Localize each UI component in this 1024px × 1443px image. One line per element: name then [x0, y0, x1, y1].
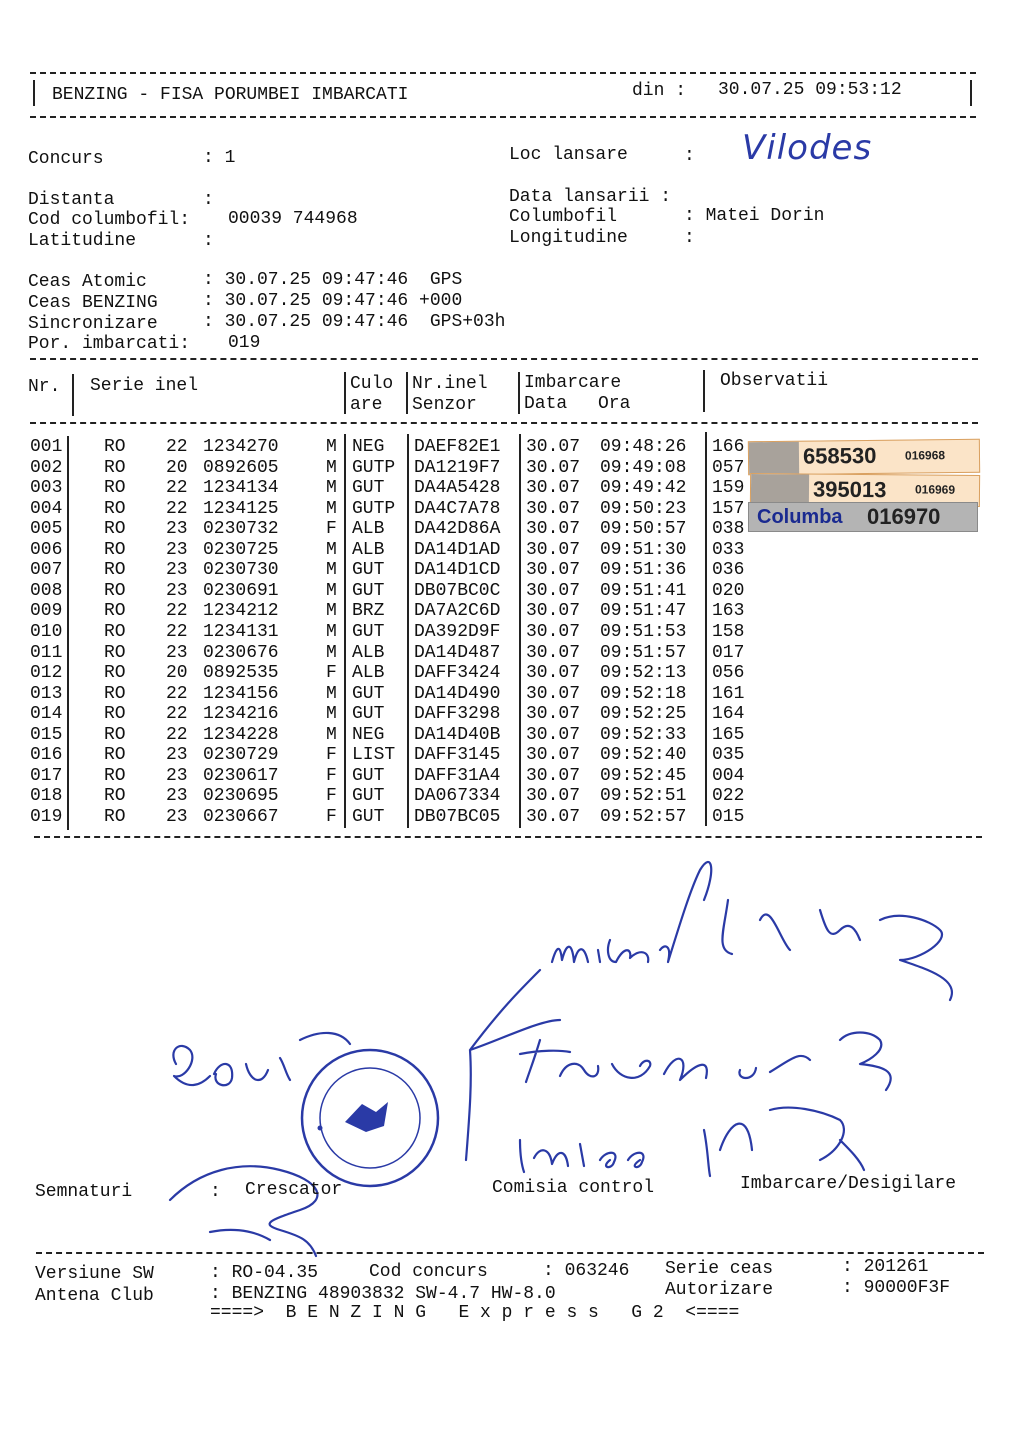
col-senzor-header-1: Nr.inel [412, 374, 488, 394]
row-culoare: GUT [352, 806, 385, 827]
row-tara: RO [104, 498, 126, 519]
row-data: 30.07 [526, 437, 581, 457]
row-senzor: DA14D40B [414, 724, 501, 745]
row-observatii: 022 [712, 786, 745, 807]
row-sex: M [326, 683, 337, 704]
antena-club-label: Antena Club [35, 1286, 154, 1306]
row-sex: F [326, 806, 337, 827]
row-inel: 0892605 [203, 457, 279, 478]
autorizare-label: Autorizare [665, 1280, 774, 1300]
print-datetime: 30.07.25 09:53:12 [718, 80, 902, 100]
row-inel: 1234156 [203, 683, 279, 704]
sincronizare-label: Sincronizare [28, 314, 158, 334]
row-an: 20 [166, 663, 188, 684]
semnaturi-sep: : [210, 1182, 221, 1202]
versiune-sw-value: : RO-04.35 [210, 1263, 319, 1283]
row-data: 30.07 [526, 580, 581, 601]
col-culoare-header-1: Culo [350, 374, 394, 394]
longitudine-label: Longitudine [509, 228, 628, 248]
signature-commission-2 [520, 1033, 891, 1091]
row-culoare: GUTP [352, 498, 396, 519]
row-nr: 013 [30, 683, 63, 704]
row-ora: 09:52:45 [600, 765, 687, 786]
distanta-value: : [203, 190, 214, 210]
row-nr: 001 [30, 437, 63, 457]
row-sex: M [326, 457, 337, 478]
por-imbarcati-value: 019 [228, 333, 261, 353]
row-senzor: DA14D1AD [414, 539, 501, 560]
seal-code: 016968 [904, 448, 946, 463]
col-culoare-header-2: are [350, 395, 383, 415]
row-an: 22 [166, 437, 188, 457]
row-culoare: GUT [352, 704, 385, 725]
row-observatii: 017 [712, 642, 745, 663]
row-ora: 09:52:25 [600, 704, 687, 725]
row-observatii: 157 [712, 498, 745, 519]
row-nr: 006 [30, 539, 63, 560]
row-data: 30.07 [526, 786, 581, 807]
signature-arrow [466, 970, 560, 1160]
row-ora: 09:51:47 [600, 601, 687, 622]
seal-number: 658530 [802, 442, 877, 469]
row-ora: 09:52:13 [600, 663, 687, 684]
row-senzor: DA7A2C6D [414, 601, 501, 622]
row-senzor: DA4C7A78 [414, 498, 501, 519]
row-culoare: GUT [352, 560, 385, 581]
data-lansarii-label: Data lansarii : [509, 187, 672, 207]
row-senzor: DA067334 [414, 786, 501, 807]
row-inel: 1234131 [203, 621, 279, 642]
row-senzor: DA4A5428 [414, 478, 501, 499]
col-serie-header: Serie inel [90, 376, 199, 396]
row-sex: M [326, 601, 337, 622]
distanta-label: Distanta [28, 190, 115, 210]
versiune-sw-label: Versiune SW [35, 1264, 154, 1284]
row-tara: RO [104, 539, 126, 560]
row-sex: M [326, 704, 337, 725]
row-senzor: DAFF3298 [414, 704, 501, 725]
row-nr: 018 [30, 786, 63, 807]
row-nr: 005 [30, 519, 63, 540]
row-inel: 0230732 [203, 519, 279, 540]
columbofil-value: : Matei Dorin [684, 206, 825, 226]
seal-brand: Columba [757, 506, 843, 528]
cod-columbofil-label: Cod columbofil: [28, 210, 191, 230]
row-culoare: NEG [352, 724, 385, 745]
row-inel: 1234228 [203, 724, 279, 745]
row-nr: 014 [30, 704, 63, 725]
row-inel: 1234212 [203, 601, 279, 622]
row-nr: 012 [30, 663, 63, 684]
document-title: BENZING - FISA PORUMBEI IMBARCATI [52, 85, 409, 105]
loc-lansare-handwritten: Vilodes [742, 128, 873, 168]
row-inel: 0230725 [203, 539, 279, 560]
row-observatii: 033 [712, 539, 745, 560]
row-sex: F [326, 519, 337, 540]
row-inel: 0230617 [203, 765, 279, 786]
concurs-value: : 1 [203, 148, 236, 168]
col-nr-header: Nr. [28, 377, 61, 397]
row-sex: M [326, 642, 337, 663]
loc-lansare-sep: : [684, 146, 695, 166]
row-ora: 09:52:57 [600, 806, 687, 827]
autorizare-value: : 90000F3F [842, 1278, 951, 1298]
row-nr: 016 [30, 745, 63, 766]
row-ora: 09:51:57 [600, 642, 687, 663]
row-observatii: 166 [712, 437, 745, 457]
row-culoare: BRZ [352, 601, 385, 622]
row-observatii: 020 [712, 580, 745, 601]
row-observatii: 004 [712, 765, 745, 786]
row-sex: M [326, 498, 337, 519]
row-data: 30.07 [526, 683, 581, 704]
row-tara: RO [104, 621, 126, 642]
row-data: 30.07 [526, 478, 581, 499]
row-data: 30.07 [526, 601, 581, 622]
row-sex: F [326, 745, 337, 766]
row-an: 22 [166, 704, 188, 725]
row-ora: 09:50:57 [600, 519, 687, 540]
ceas-benzing-value: : 30.07.25 09:47:46 +000 [203, 291, 463, 311]
row-senzor: DA14D1CD [414, 560, 501, 581]
row-tara: RO [104, 601, 126, 622]
row-an: 22 [166, 601, 188, 622]
row-observatii: 035 [712, 745, 745, 766]
sincronizare-value: : 30.07.25 09:47:46 GPS+03h [203, 312, 506, 332]
row-an: 23 [166, 519, 188, 540]
ceas-atomic-label: Ceas Atomic [28, 272, 147, 292]
col-ora-header: Ora [598, 394, 631, 414]
row-nr: 007 [30, 560, 63, 581]
row-sex: F [326, 663, 337, 684]
row-culoare: GUT [352, 765, 385, 786]
row-tara: RO [104, 765, 126, 786]
row-tara: RO [104, 437, 126, 457]
row-observatii: 161 [712, 683, 745, 704]
row-tara: RO [104, 724, 126, 745]
signature-commission-3 [520, 1108, 864, 1176]
cod-concurs-label: Cod concurs [369, 1262, 488, 1282]
row-nr: 017 [30, 765, 63, 786]
columbofil-label: Columbofil [509, 207, 618, 227]
row-data: 30.07 [526, 498, 581, 519]
col-senzor-header-2: Senzor [412, 395, 477, 415]
row-tara: RO [104, 663, 126, 684]
row-ora: 09:50:23 [600, 498, 687, 519]
row-senzor: DA42D86A [414, 519, 501, 540]
row-observatii: 056 [712, 663, 745, 684]
row-an: 22 [166, 498, 188, 519]
comisia-control-label: Comisia control [492, 1178, 655, 1198]
loc-lansare-label: Loc lansare [509, 145, 628, 165]
latitudine-label: Latitudine [28, 231, 137, 251]
row-observatii: 015 [712, 806, 745, 827]
row-culoare: LIST [352, 745, 396, 766]
row-an: 23 [166, 786, 188, 807]
row-ora: 09:52:33 [600, 724, 687, 745]
benzing-express-banner: ====> B E N Z I N G E x p r e s s G 2 <==== [210, 1303, 740, 1323]
row-observatii: 038 [712, 519, 745, 540]
row-senzor: DA1219F7 [414, 457, 501, 478]
row-sex: M [326, 437, 337, 457]
antena-club-value: : BENZING 48903832 SW-4.7 HW-8.0 [210, 1284, 556, 1304]
longitudine-value: : [684, 228, 695, 248]
row-inel: 1234270 [203, 437, 279, 457]
semnaturi-label: Semnaturi [35, 1182, 133, 1202]
row-tara: RO [104, 457, 126, 478]
col-imbarcare-header: Imbarcare [524, 373, 622, 393]
seal-code: 016969 [914, 482, 956, 497]
row-senzor: DA14D490 [414, 683, 501, 704]
imbarcare-desigilare-label: Imbarcare/Desigilare [740, 1174, 957, 1194]
row-ora: 09:51:53 [600, 621, 687, 642]
date-label: din : [632, 81, 687, 101]
row-data: 30.07 [526, 704, 581, 725]
row-tara: RO [104, 683, 126, 704]
row-an: 23 [166, 745, 188, 766]
seal-number: 395013 [812, 476, 887, 503]
row-ora: 09:49:08 [600, 457, 687, 478]
row-nr: 002 [30, 457, 63, 478]
row-senzor: DA14D487 [414, 642, 501, 663]
row-ora: 09:52:51 [600, 786, 687, 807]
row-inel: 0230667 [203, 806, 279, 827]
row-inel: 0892535 [203, 663, 279, 684]
row-inel: 0230676 [203, 642, 279, 663]
row-sex: F [326, 786, 337, 807]
row-data: 30.07 [526, 663, 581, 684]
row-tara: RO [104, 519, 126, 540]
por-imbarcati-label: Por. imbarcati: [28, 334, 191, 354]
row-observatii: 163 [712, 601, 745, 622]
cod-concurs-value: : 063246 [543, 1261, 630, 1281]
row-nr: 010 [30, 621, 63, 642]
row-ora: 09:52:18 [600, 683, 687, 704]
col-observatii-header: Observatii [720, 371, 829, 391]
row-an: 22 [166, 683, 188, 704]
row-culoare: ALB [352, 642, 385, 663]
row-data: 30.07 [526, 724, 581, 745]
row-tara: RO [104, 806, 126, 827]
concurs-label: Concurs [28, 149, 104, 169]
row-inel: 1234216 [203, 704, 279, 725]
row-tara: RO [104, 560, 126, 581]
row-nr: 004 [30, 498, 63, 519]
row-inel: 0230695 [203, 786, 279, 807]
row-senzor: DB07BC0C [414, 580, 501, 601]
row-senzor: DA392D9F [414, 621, 501, 642]
row-ora: 09:51:30 [600, 539, 687, 560]
row-inel: 1234125 [203, 498, 279, 519]
row-an: 22 [166, 724, 188, 745]
row-ora: 09:52:40 [600, 745, 687, 766]
row-inel: 1234134 [203, 478, 279, 499]
cod-columbofil-value: 00039 744968 [228, 209, 358, 229]
footer-top-rule [36, 1252, 984, 1254]
row-data: 30.07 [526, 642, 581, 663]
row-inel: 0230729 [203, 745, 279, 766]
row-an: 20 [166, 457, 188, 478]
row-observatii: 057 [712, 457, 745, 478]
row-an: 23 [166, 539, 188, 560]
row-nr: 009 [30, 601, 63, 622]
row-culoare: GUTP [352, 457, 396, 478]
row-culoare: GUT [352, 478, 385, 499]
row-an: 22 [166, 621, 188, 642]
row-sex: M [326, 580, 337, 601]
row-culoare: GUT [352, 621, 385, 642]
row-nr: 011 [30, 642, 63, 663]
row-senzor: DAEF82E1 [414, 437, 501, 457]
seal-code: 016970 [867, 504, 941, 529]
signature-crescator-1 [173, 1033, 350, 1085]
row-nr: 019 [30, 806, 63, 827]
serie-ceas-value: : 201261 [842, 1257, 929, 1277]
row-tara: RO [104, 478, 126, 499]
row-data: 30.07 [526, 519, 581, 540]
row-senzor: DAFF31A4 [414, 765, 501, 786]
row-sex: M [326, 478, 337, 499]
row-observatii: 036 [712, 560, 745, 581]
ceas-benzing-label: Ceas BENZING [28, 293, 158, 313]
row-tara: RO [104, 786, 126, 807]
row-an: 23 [166, 806, 188, 827]
row-observatii: 158 [712, 621, 745, 642]
row-observatii: 159 [712, 478, 745, 499]
row-culoare: ALB [352, 663, 385, 684]
row-culoare: ALB [352, 519, 385, 540]
ceas-atomic-value: : 30.07.25 09:47:46 GPS [203, 270, 463, 290]
row-inel: 0230691 [203, 580, 279, 601]
row-data: 30.07 [526, 745, 581, 766]
row-tara: RO [104, 745, 126, 766]
row-senzor: DAFF3145 [414, 745, 501, 766]
crescator-label: Crescator [245, 1180, 343, 1200]
row-culoare: GUT [352, 786, 385, 807]
row-culoare: GUT [352, 683, 385, 704]
row-data: 30.07 [526, 765, 581, 786]
row-tara: RO [104, 704, 126, 725]
row-ora: 09:51:41 [600, 580, 687, 601]
row-observatii: 165 [712, 724, 745, 745]
row-ora: 09:49:42 [600, 478, 687, 499]
row-an: 23 [166, 765, 188, 786]
row-nr: 015 [30, 724, 63, 745]
row-culoare: GUT [352, 580, 385, 601]
row-sex: F [326, 765, 337, 786]
row-nr: 003 [30, 478, 63, 499]
row-inel: 0230730 [203, 560, 279, 581]
row-culoare: NEG [352, 437, 385, 457]
row-an: 23 [166, 560, 188, 581]
row-nr: 008 [30, 580, 63, 601]
row-ora: 09:48:26 [600, 437, 687, 457]
association-stamp [302, 1050, 438, 1186]
row-an: 23 [166, 580, 188, 601]
signature-commission-1 [552, 862, 952, 1000]
latitudine-value: : [203, 231, 214, 251]
row-ora: 09:51:36 [600, 560, 687, 581]
row-data: 30.07 [526, 621, 581, 642]
row-sex: M [326, 724, 337, 745]
row-data: 30.07 [526, 457, 581, 478]
row-data: 30.07 [526, 560, 581, 581]
row-tara: RO [104, 642, 126, 663]
row-senzor: DB07BC05 [414, 806, 501, 827]
row-sex: M [326, 621, 337, 642]
row-data: 30.07 [526, 539, 581, 560]
row-senzor: DAFF3424 [414, 663, 501, 684]
row-culoare: ALB [352, 539, 385, 560]
col-data-header: Data [524, 394, 568, 414]
row-tara: RO [104, 580, 126, 601]
row-sex: M [326, 560, 337, 581]
row-an: 22 [166, 478, 188, 499]
row-sex: M [326, 539, 337, 560]
row-observatii: 164 [712, 704, 745, 725]
serie-ceas-label: Serie ceas [665, 1259, 774, 1279]
row-an: 23 [166, 642, 188, 663]
row-data: 30.07 [526, 806, 581, 827]
